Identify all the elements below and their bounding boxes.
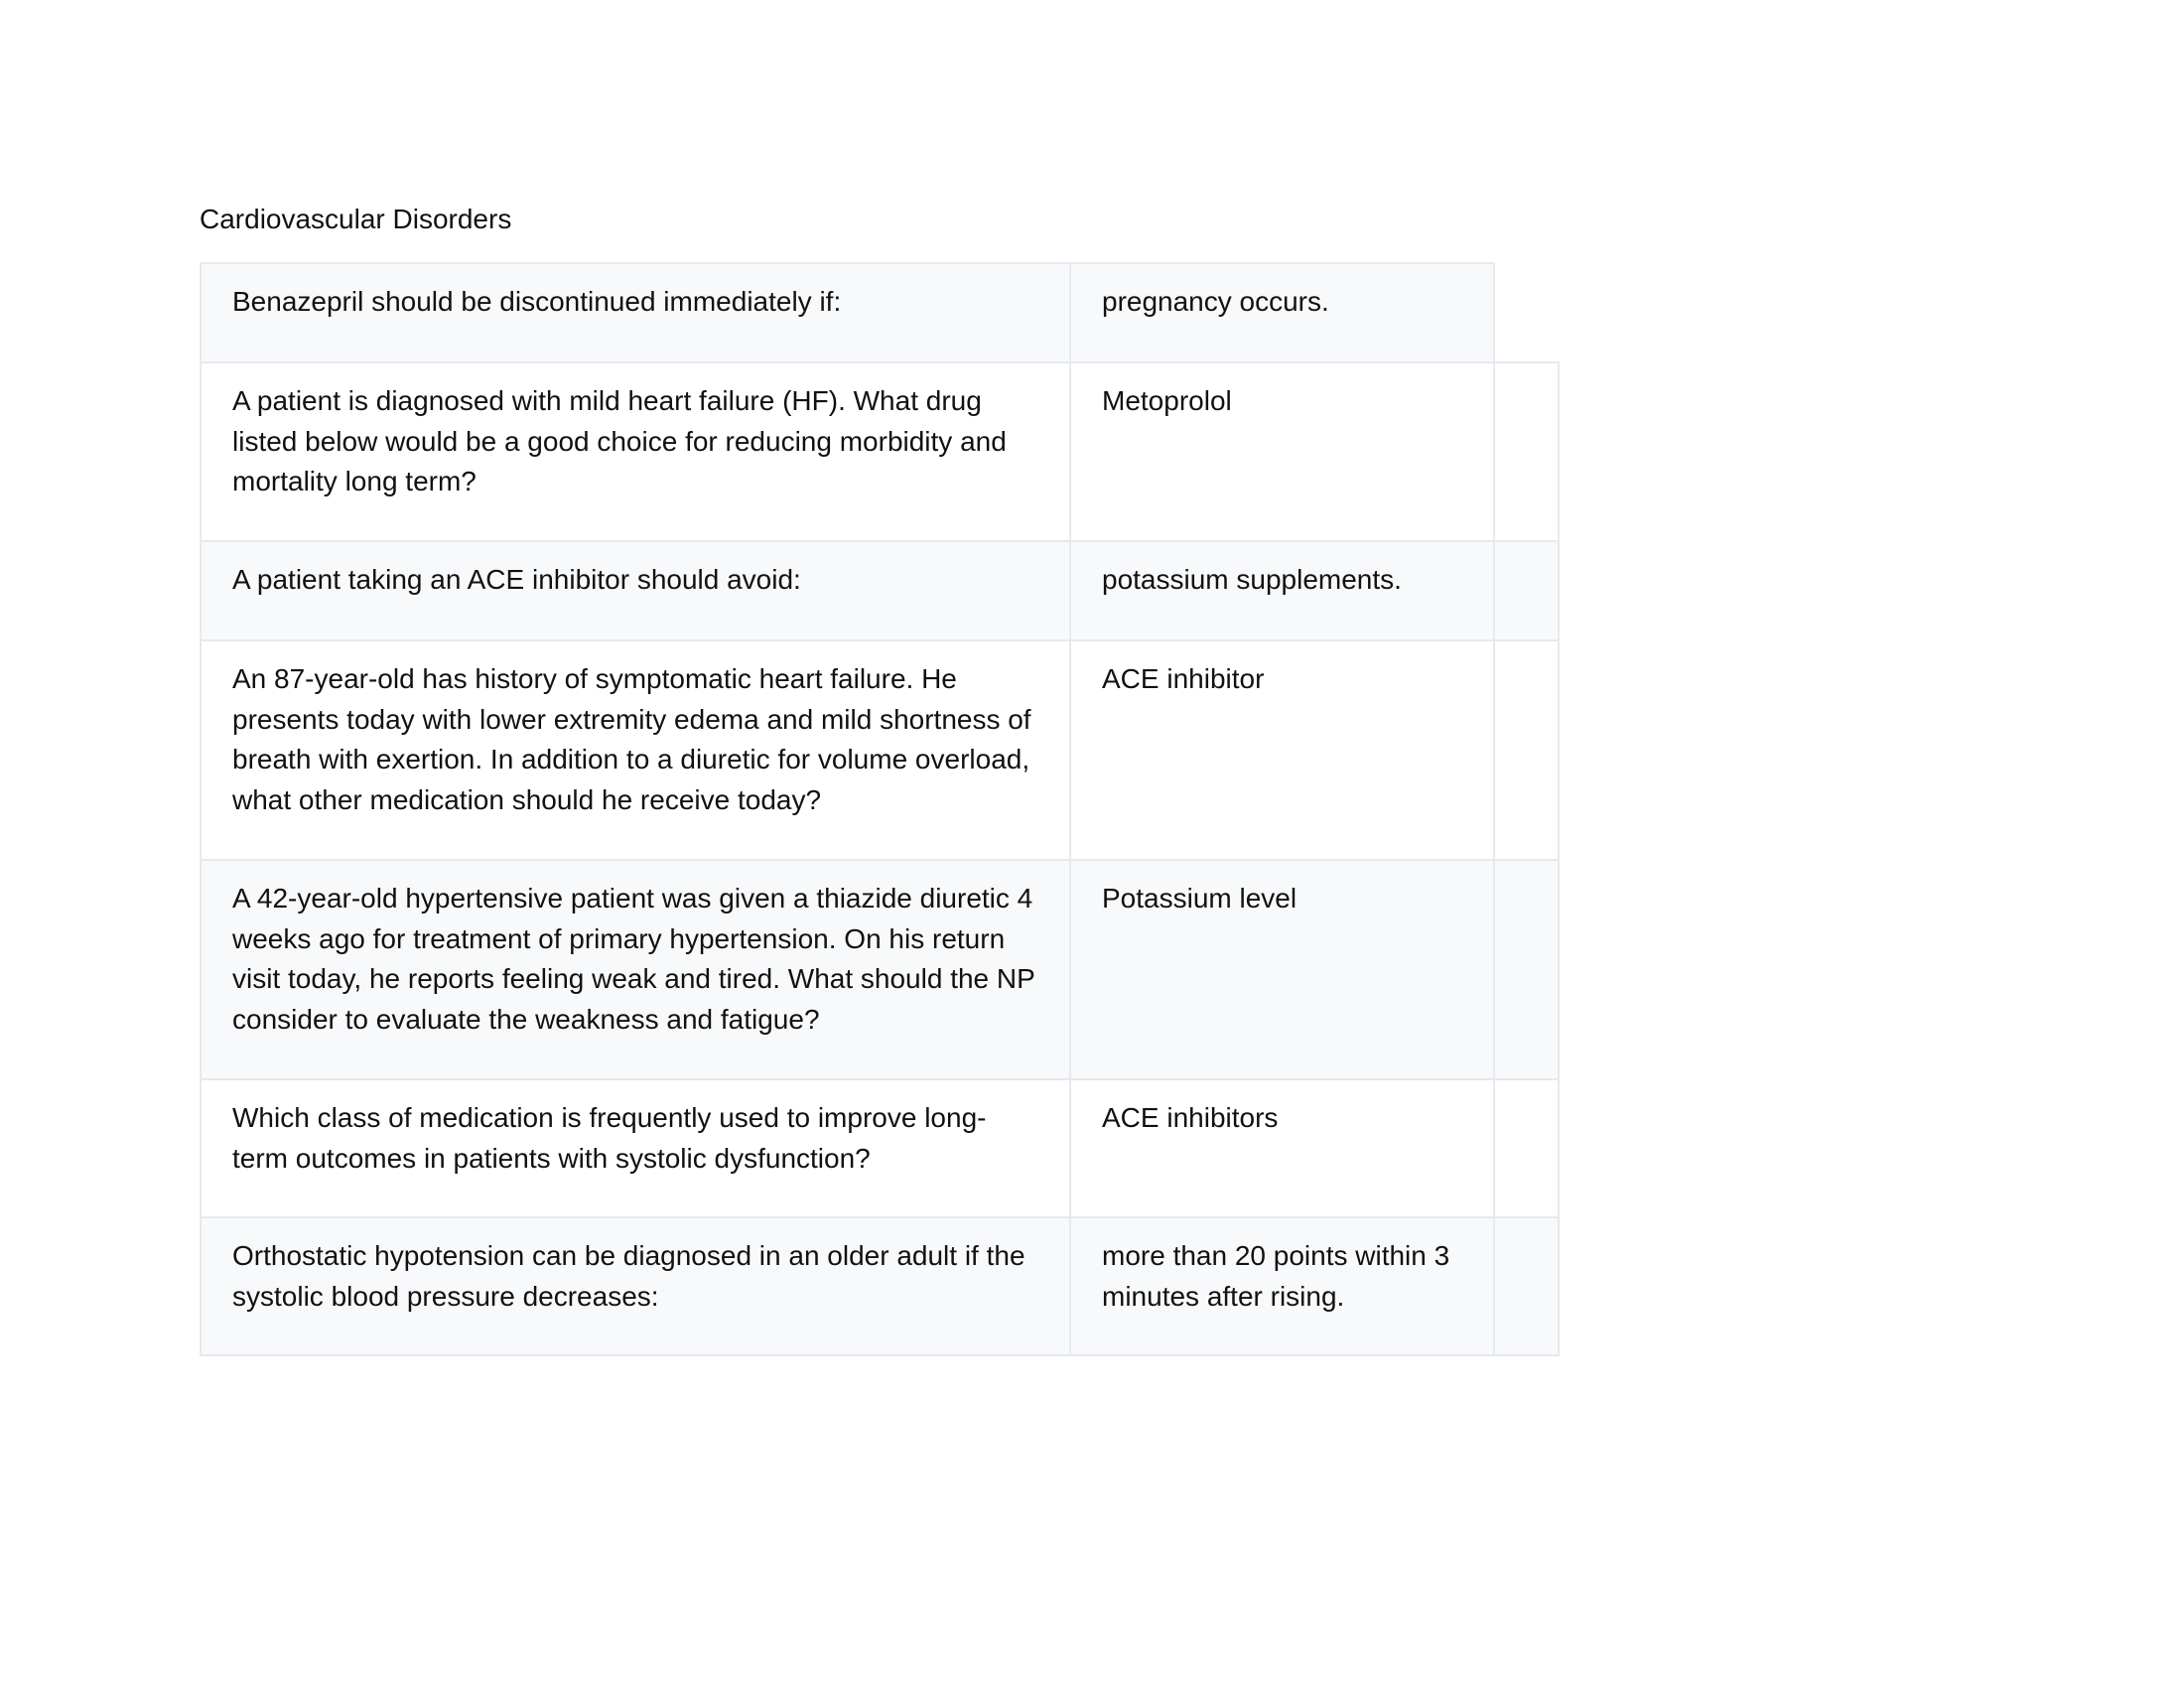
question-cell: Which class of medication is frequently used to improve long-term outcomes in patients with systolic dysfunction? [201, 1079, 1070, 1217]
table-row [201, 640, 1559, 860]
answer-cell: more than 20 points within 3 minutes after rising. [1070, 1217, 1494, 1355]
empty-cell [1494, 541, 1559, 640]
answer-cell: Potassium level [1070, 860, 1494, 1079]
question-cell: Orthostatic hypotension can be diagnosed in an older adult if the systolic blood pressure decreases: [201, 1217, 1070, 1355]
answer-cell: pregnancy occurs. [1070, 263, 1494, 362]
table-row [201, 1217, 1559, 1355]
table-row [201, 263, 1559, 362]
question-cell: A patient taking an ACE inhibitor should avoid: [201, 541, 1070, 640]
table-row [201, 362, 1559, 541]
answer-cell: ACE inhibitor [1070, 640, 1494, 860]
empty-cell [1494, 362, 1559, 541]
qa-table [200, 262, 1560, 1356]
page-title: Cardiovascular Disorders [200, 204, 512, 234]
question-cell: A 42-year-old hypertensive patient was given a thiazide diuretic 4 weeks ago for treatment of primary hypertension. On his return visit today, he reports feeling weak and tired. What should the NP consider to evaluate the weakness and fatigue? [201, 860, 1070, 1079]
answer-cell: potassium supplements. [1070, 541, 1494, 640]
empty-cell [1494, 1217, 1559, 1355]
question-cell: A patient is diagnosed with mild heart failure (HF). What drug listed below would be a good choice for reducing morbidity and mortality long term? [201, 362, 1070, 541]
empty-cell [1494, 860, 1559, 1079]
table-row [201, 860, 1559, 1079]
answer-cell: Metoprolol [1070, 362, 1494, 541]
table-row [201, 1079, 1559, 1217]
question-cell: Benazepril should be discontinued immediately if: [201, 263, 1070, 362]
answer-cell: ACE inhibitors [1070, 1079, 1494, 1217]
empty-cell [1494, 1079, 1559, 1217]
empty-cell [1494, 263, 1559, 362]
empty-cell [1494, 640, 1559, 860]
question-cell: An 87-year-old has history of symptomatic heart failure. He presents today with lower extremity edema and mild shortness of breath with exertion. In addition to a diuretic for volume overload, what other medication should he receive today? [201, 640, 1070, 860]
table-row [201, 541, 1559, 640]
